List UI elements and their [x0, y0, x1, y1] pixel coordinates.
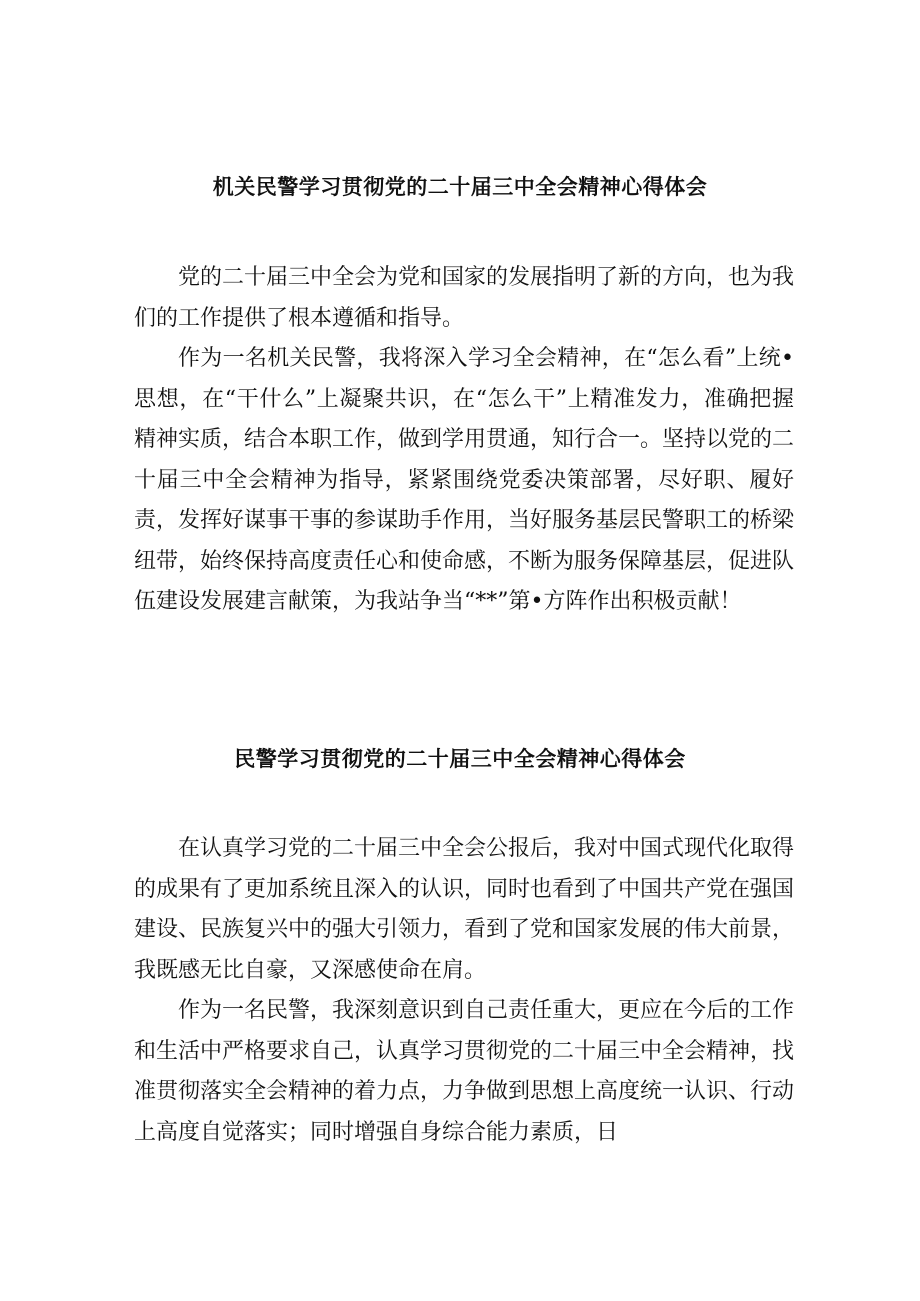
- section-title: 机关民警学习贯彻党的二十届三中全会精神心得体会: [212, 174, 708, 199]
- paragraph: 在认真学习党的二十届三中全会公报后，我对中国式现代化取得的成果有了更加系统且深入的认识，同时也看到了中国共产党在强国建设、民族复兴中的强大引领力，看到了党和国家发展的伟大前景，我既感无比自豪，又深感使命在肩。: [134, 836, 795, 983]
- paragraph: 作为一名机关民警，我将深入学习全会精神，在“怎么看”上统•思想，在“干什么”上凝聚共识，在“怎么干”上精准发力，准确把握精神实质，结合本职工作，做到学用贯通，知行合一。坚持以党的二十届三中全会精神为指导，紧紧围绕党委决策部署，尽好职、履好责，发挥好谋事干事的参谋助手作用，当好服务基层民警职工的桥梁纽带，始终保持高度责任心和使命感，不断为服务保障基层，促进队伍建设发展建言献策，为我站争当“**”第•方阵作出积极贡献！: [134, 346, 795, 614]
- paragraph: 作为一名民警，我深刻意识到自己责任重大，更应在今后的工作和生活中严格要求自己，认真学习贯彻党的二十届三中全会精神，找准贯彻落实全会精神的着力点，力争做到思想上高度统一认识、行动上高度自觉落实；同时增强自身综合能力素质，日: [134, 998, 795, 1145]
- paragraph: 党的二十届三中全会为党和国家的发展指明了新的方向，也为我们的工作提供了根本遵循和指导。: [134, 265, 795, 331]
- section-title: 民警学习贯彻党的二十届三中全会精神心得体会: [234, 746, 686, 771]
